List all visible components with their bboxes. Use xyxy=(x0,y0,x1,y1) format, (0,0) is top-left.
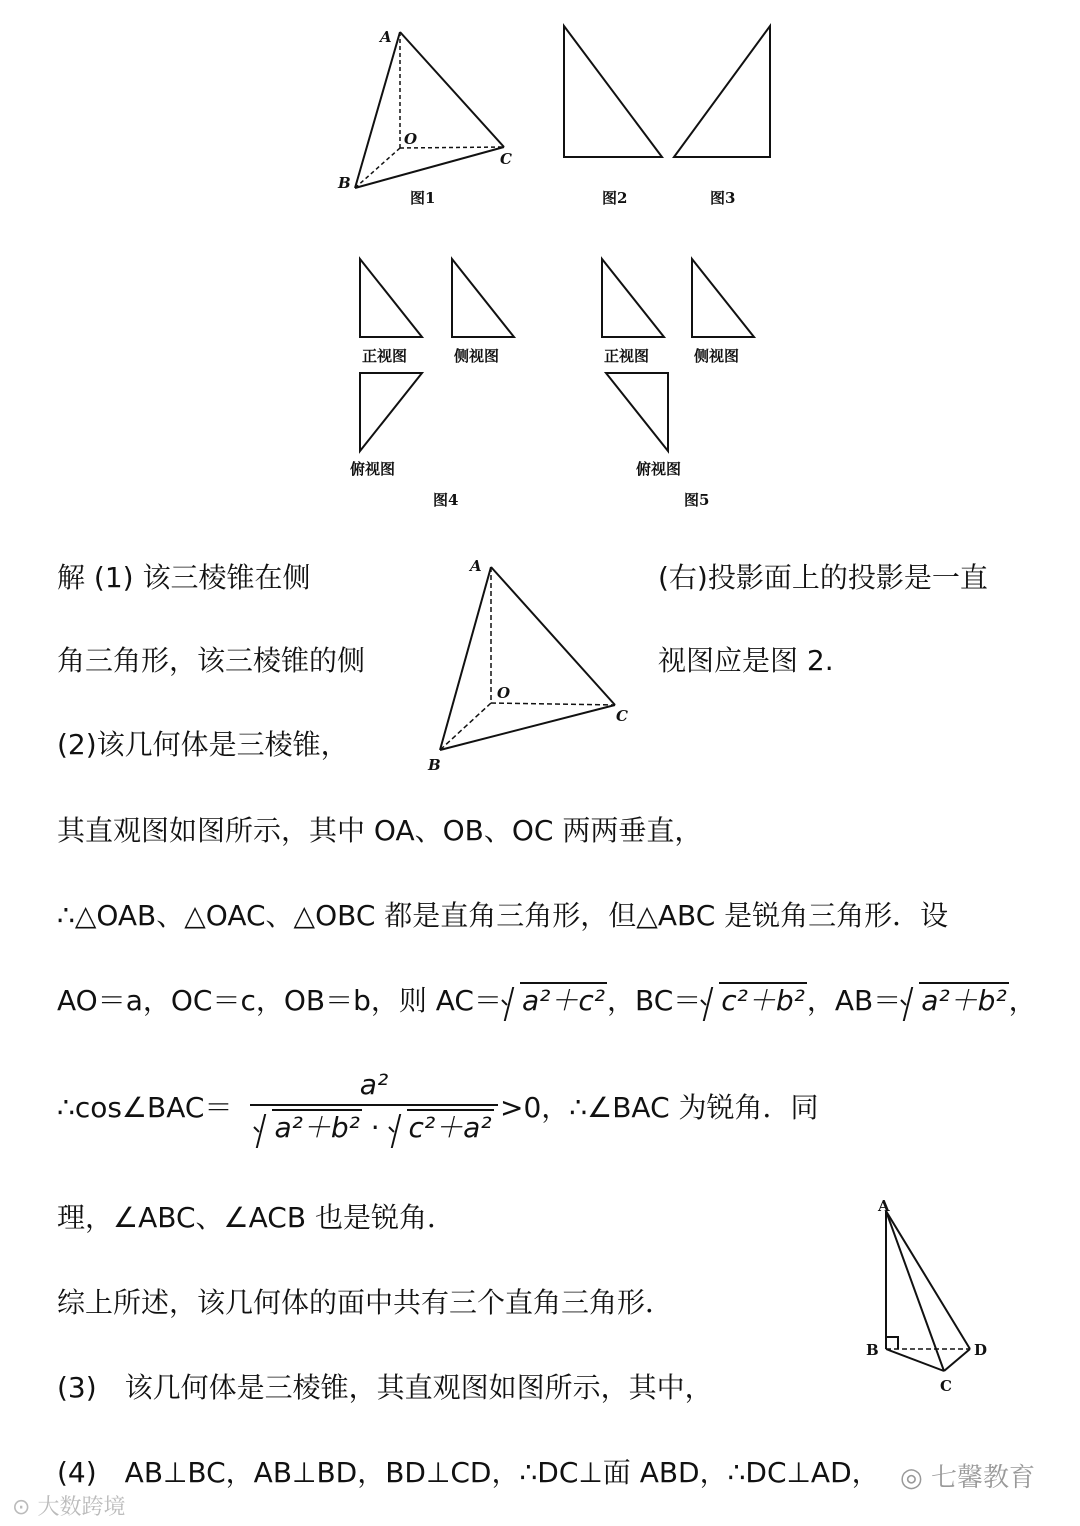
solution-line-11: (4) AB⊥BC，AB⊥BD，BD⊥CD，∴DC⊥面 ABD，∴DC⊥AD， xyxy=(57,1456,880,1489)
solution-line-9: 综上所述，该几何体的面中共有三个直角三角形． xyxy=(57,1286,674,1319)
fraction-numerator: a² xyxy=(359,1068,389,1101)
sqrt-den-2-radicand: c²＋a² xyxy=(408,1111,492,1144)
fig1-label-o: O xyxy=(404,130,418,148)
watermark-left xyxy=(12,1490,125,1521)
inline-label-o: O xyxy=(497,684,511,702)
solution-pyramid-figure xyxy=(420,555,650,775)
solution-line-7-suffix: >0，∴∠BAC 为锐角．同 xyxy=(500,1091,819,1124)
fig4-side-label: 侧视图 xyxy=(454,347,500,365)
sqrt-bc-radicand: c²＋b² xyxy=(721,984,805,1017)
inline-label-a: A xyxy=(470,557,482,575)
fraction-bar xyxy=(250,1104,498,1106)
sqrt-bc xyxy=(701,983,807,1019)
l6-part-4: ， xyxy=(1008,984,1037,1017)
inline-label-c: C xyxy=(616,707,628,725)
pyramid-abcd-figure xyxy=(860,1195,1000,1400)
solution-line-6 xyxy=(57,983,1037,1019)
solution-line-10: (3) 该几何体是三棱锥，其直观图如图所示，其中， xyxy=(57,1371,713,1404)
figure-3-triangle xyxy=(670,22,780,212)
abcd-label-a: A xyxy=(878,1197,890,1215)
watermark-right xyxy=(900,1457,1035,1494)
fig4-front-label: 正视图 xyxy=(362,347,408,365)
fig3-caption: 图3 xyxy=(710,189,736,207)
fig1-label-b: B xyxy=(338,174,351,192)
solution-line-5: ∴△OAB、△OAC、△OBC 都是直角三角形，但△ABC 是锐角三角形．设 xyxy=(57,899,949,932)
watermark-right-text: 七馨教育 xyxy=(930,1463,1035,1493)
solution-line-2-left: 角三角形，该三棱锥的侧 xyxy=(57,644,366,677)
inline-label-b: B xyxy=(428,756,441,774)
l6-part-2: ，BC＝ xyxy=(607,984,702,1017)
figure-2-triangle xyxy=(560,22,670,212)
fraction-denominator xyxy=(250,1110,498,1146)
figure-1-pyramid xyxy=(330,20,530,210)
abcd-label-c: C xyxy=(940,1377,952,1395)
solution-line-3: (2)该几何体是三棱锥， xyxy=(57,728,349,761)
abcd-label-b: B xyxy=(866,1341,879,1359)
solution-line-7-prefix: ∴cos∠BAC＝ xyxy=(57,1091,233,1124)
solution-line-8: 理，∠ABC、∠ACB 也是锐角． xyxy=(57,1201,455,1234)
l6-part-1: AO＝a，OC＝c，OB＝b，则 AC＝ xyxy=(57,984,502,1017)
wechat-icon: ◎ xyxy=(900,1463,923,1493)
fig1-label-c: C xyxy=(500,150,512,168)
figure-5-three-views xyxy=(590,255,790,515)
sqrt-den-1 xyxy=(254,1110,361,1146)
sqrt-den-2 xyxy=(389,1110,494,1146)
watermark-left-text: 大数跨境 xyxy=(37,1495,126,1520)
solution-line-1-right: (右)投影面上的投影是一直 xyxy=(658,561,988,594)
l6-part-3: ，AB＝ xyxy=(806,984,902,1017)
watermark-left-icon: ⊙ xyxy=(12,1495,31,1520)
sqrt-ab-radicand: a²＋b² xyxy=(921,984,1007,1017)
sqrt-ab xyxy=(901,983,1008,1019)
fig1-label-a: A xyxy=(380,28,392,46)
solution-line-1-left: 解 (1) 该三棱锥在侧 xyxy=(57,561,311,594)
sqrt-ac-radicand: a²＋c² xyxy=(521,984,605,1017)
fig5-top-label: 俯视图 xyxy=(636,460,682,478)
solution-line-4: 其直观图如图所示，其中 OA、OB、OC 两两垂直， xyxy=(57,814,703,847)
fig2-caption: 图2 xyxy=(602,189,628,207)
sqrt-den-1-radicand: a²＋b² xyxy=(274,1111,360,1144)
fig5-side-label: 侧视图 xyxy=(694,347,740,365)
solution-line-2-right: 视图应是图 2. xyxy=(658,644,834,677)
fig5-front-label: 正视图 xyxy=(604,347,650,365)
fig5-caption: 图5 xyxy=(684,491,710,509)
den-dot: · xyxy=(370,1111,380,1144)
fig4-top-label: 俯视图 xyxy=(350,460,396,478)
sqrt-ac xyxy=(502,983,607,1019)
abcd-label-d: D xyxy=(974,1341,988,1359)
fraction xyxy=(250,1068,498,1146)
fig4-caption: 图4 xyxy=(433,491,459,509)
figure-4-three-views xyxy=(340,255,540,515)
fig1-caption: 图1 xyxy=(410,189,436,207)
